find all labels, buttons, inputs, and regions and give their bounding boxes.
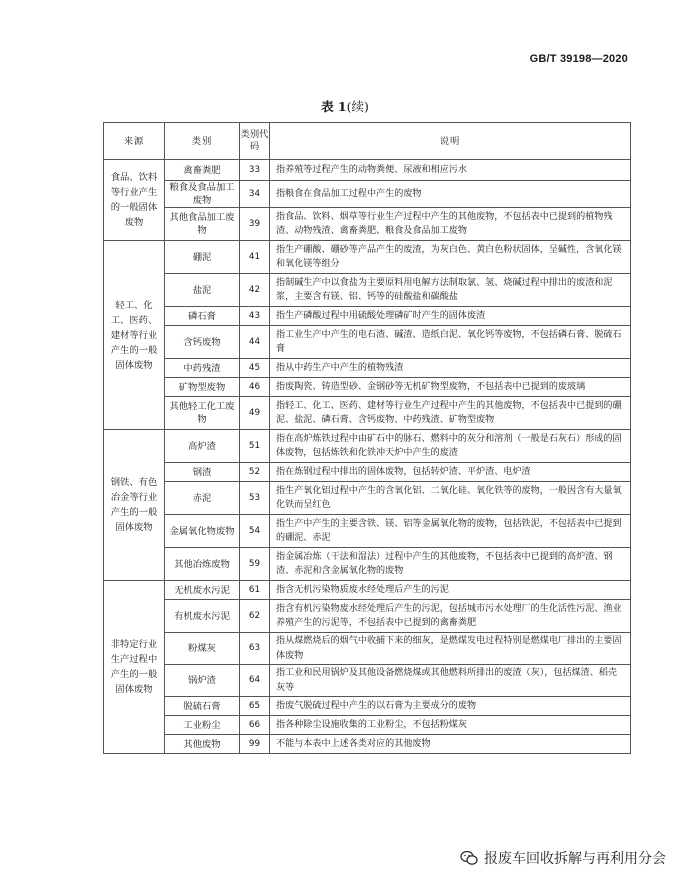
description-cell: 指养殖等过程产生的动物粪便、尿液和相应污水 xyxy=(270,160,631,181)
code-cell: 59 xyxy=(240,548,270,581)
code-cell: 62 xyxy=(240,600,270,633)
table-row xyxy=(104,307,631,326)
table-row xyxy=(104,716,631,735)
standard-number: GB/T 39198—2020 xyxy=(529,53,628,65)
table-row xyxy=(104,208,631,241)
category-cell: 中药残渣 xyxy=(165,359,240,378)
description-cell: 指轻工、化工、医药、建材等行业生产过程中产生的其他废物，不包括表中已提到的硼泥、盐泥、磷石膏、含钙废物、中药残渣、矿物型废物 xyxy=(270,397,631,430)
description-cell: 指各种除尘设施收集的工业粉尘，不包括粉煤灰 xyxy=(270,716,631,735)
code-cell: 45 xyxy=(240,359,270,378)
code-cell: 51 xyxy=(240,430,270,463)
category-cell: 矿物型废物 xyxy=(165,378,240,397)
source-cell: 钢铁、有色冶金等行业产生的一般固体废物 xyxy=(104,430,165,581)
table-row xyxy=(104,735,631,754)
source-cell: 非特定行业生产过程中产生的一般固体废物 xyxy=(104,581,165,754)
code-cell: 49 xyxy=(240,397,270,430)
column-header-description: 说明 xyxy=(270,123,631,160)
table-row xyxy=(104,515,631,548)
description-cell: 指从中药生产中产生的植物残渣 xyxy=(270,359,631,378)
watermark xyxy=(460,848,666,868)
description-cell: 指金属冶炼（干法和湿法）过程中产生的其他废物，不包括表中已提到的高炉渣、钢渣、赤泥和含金属氧化物的废物 xyxy=(270,548,631,581)
code-cell: 42 xyxy=(240,274,270,307)
category-cell: 工业粉尘 xyxy=(165,716,240,735)
description-cell: 指工业生产中产生的电石渣、碱渣、造纸白泥、氧化钙等废物，不包括磷石膏、脱硫石膏 xyxy=(270,326,631,359)
code-cell: 53 xyxy=(240,482,270,515)
category-cell: 磷石膏 xyxy=(165,307,240,326)
code-cell: 46 xyxy=(240,378,270,397)
category-cell: 其他废物 xyxy=(165,735,240,754)
table-title xyxy=(0,97,690,115)
category-cell: 钢渣 xyxy=(165,463,240,482)
table-row xyxy=(104,665,631,697)
category-cell: 盐泥 xyxy=(165,274,240,307)
category-cell: 金属氧化物废物 xyxy=(165,515,240,548)
table-row xyxy=(104,274,631,307)
code-cell: 99 xyxy=(240,735,270,754)
table-row xyxy=(104,581,631,600)
table-row xyxy=(104,181,631,208)
code-cell: 44 xyxy=(240,326,270,359)
category-cell: 赤泥 xyxy=(165,482,240,515)
description-cell: 指制碱生产中以食盐为主要原料用电解方法制取氯、氢、烧碱过程中排出的废渣和泥浆，主要含有镁、铝、钙等的硅酸盐和碳酸盐 xyxy=(270,274,631,307)
description-cell: 指生产硼酸、硼砂等产品产生的废渣，为灰白色、黄白色粉状固体，呈碱性，含氧化镁和氧化镁等组分 xyxy=(270,241,631,274)
category-cell: 硼泥 xyxy=(165,241,240,274)
table-row xyxy=(104,430,631,463)
source-cell: 食品、饮料等行业产生的一般固体废物 xyxy=(104,160,165,241)
category-cell: 禽畜粪肥 xyxy=(165,160,240,181)
category-cell: 其他冶炼废物 xyxy=(165,548,240,581)
code-cell: 39 xyxy=(240,208,270,241)
code-cell: 61 xyxy=(240,581,270,600)
table-row xyxy=(104,697,631,716)
category-cell: 含钙废物 xyxy=(165,326,240,359)
description-cell: 指粮食在食品加工过程中产生的废物 xyxy=(270,181,631,208)
category-cell: 锅炉渣 xyxy=(165,665,240,697)
category-cell: 粉煤灰 xyxy=(165,633,240,665)
description-cell: 指在炼钢过程中排出的固体废物，包括转炉渣、平炉渣、电炉渣 xyxy=(270,463,631,482)
wechat-icon xyxy=(460,850,478,866)
table-row xyxy=(104,241,631,274)
code-cell: 33 xyxy=(240,160,270,181)
table-row xyxy=(104,397,631,430)
category-cell: 粮食及食品加工废物 xyxy=(165,181,240,208)
description-cell: 指生产中产生的主要含铁、镁、铝等金属氧化物的废物，包括铁泥，不包括表中已提到的硼泥、赤泥 xyxy=(270,515,631,548)
watermark-text: 报废车回收拆解与再利用分会 xyxy=(484,851,666,867)
table-row xyxy=(104,378,631,397)
code-cell: 63 xyxy=(240,633,270,665)
table-title-text: 表 1 xyxy=(321,99,347,114)
column-header-code: 类别代码 xyxy=(240,123,270,160)
table-row xyxy=(104,463,631,482)
code-cell: 66 xyxy=(240,716,270,735)
code-cell: 54 xyxy=(240,515,270,548)
table-row xyxy=(104,482,631,515)
source-cell: 轻工、化工、医药、建材等行业产生的一般固体废物 xyxy=(104,241,165,430)
description-cell: 指生产氧化铝过程中产生的含氧化铝、二氧化硅、氧化铁等的废物，一般因含有大量氧化铁而呈红色 xyxy=(270,482,631,515)
table-row xyxy=(104,160,631,181)
description-cell: 不能与本表中上述各类对应的其他废物 xyxy=(270,735,631,754)
code-cell: 34 xyxy=(240,181,270,208)
description-cell: 指从煤燃烧后的烟气中收捕下来的细灰，是燃煤发电过程特别是燃煤电厂排出的主要固体废物 xyxy=(270,633,631,665)
description-cell: 指食品、饮料、烟草等行业生产过程中产生的其他废物，不包括表中已提到的植物残渣、动物残渣、禽畜粪肥、粮食及食品加工废物 xyxy=(270,208,631,241)
table-row xyxy=(104,326,631,359)
description-cell: 指含无机污染物质废水经处理后产生的污泥 xyxy=(270,581,631,600)
waste-classification-table xyxy=(103,122,631,754)
table-header-row xyxy=(104,123,631,160)
description-cell: 指废陶瓷、铸造型砂、金钢砂等无机矿物型废物，不包括表中已提到的废玻璃 xyxy=(270,378,631,397)
code-cell: 52 xyxy=(240,463,270,482)
description-cell: 指含有机污染物废水经处理后产生的污泥，包括城市污水处理厂的生化活性污泥、渔业养殖产生的污泥等，不包括表中已提到的禽畜粪肥 xyxy=(270,600,631,633)
description-cell: 指废气脱硫过程中产生的以石膏为主要成分的废物 xyxy=(270,697,631,716)
table-row xyxy=(104,633,631,665)
table-body xyxy=(104,160,631,754)
table-row xyxy=(104,359,631,378)
code-cell: 43 xyxy=(240,307,270,326)
code-cell: 41 xyxy=(240,241,270,274)
table-title-suffix: (续) xyxy=(346,99,369,114)
category-cell: 脱硫石膏 xyxy=(165,697,240,716)
table-row xyxy=(104,600,631,633)
category-cell: 其他食品加工废物 xyxy=(165,208,240,241)
category-cell: 高炉渣 xyxy=(165,430,240,463)
category-cell: 有机废水污泥 xyxy=(165,600,240,633)
description-cell: 指生产磷酸过程中用硫酸处理磷矿时产生的固体废渣 xyxy=(270,307,631,326)
code-cell: 64 xyxy=(240,665,270,697)
table-row xyxy=(104,548,631,581)
category-cell: 其他轻工化工废物 xyxy=(165,397,240,430)
description-cell: 指工业和民用锅炉及其他设备燃烧煤或其他燃料所排出的废渣（灰），包括煤渣、稻壳灰等 xyxy=(270,665,631,697)
code-cell: 65 xyxy=(240,697,270,716)
column-header-source: 来源 xyxy=(104,123,165,160)
category-cell: 无机废水污泥 xyxy=(165,581,240,600)
description-cell: 指在高炉炼铁过程中由矿石中的脉石、燃料中的灰分和溶剂（一般是石灰石）形成的固体废物，包括炼铁和化铁冲天炉中产生的废渣 xyxy=(270,430,631,463)
column-header-category: 类别 xyxy=(165,123,240,160)
